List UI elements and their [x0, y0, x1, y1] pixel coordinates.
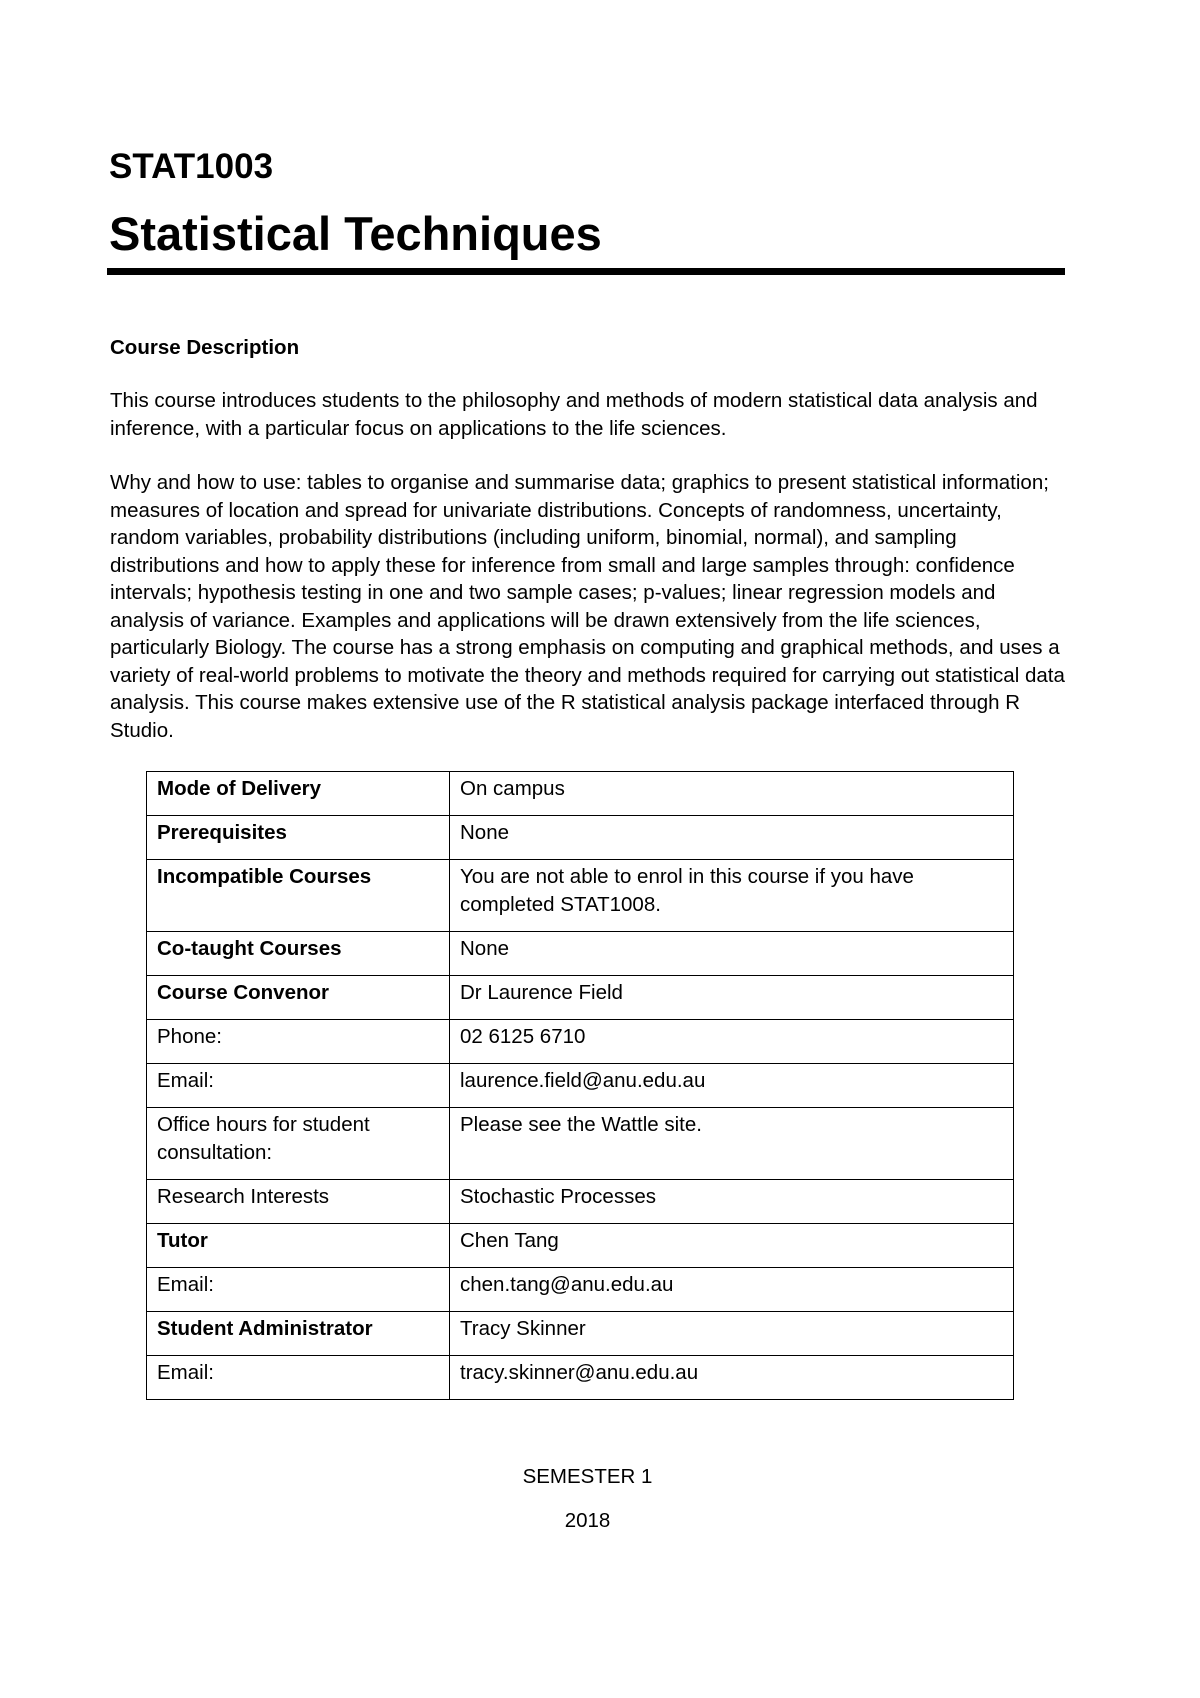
- row-label: Co-taught Courses: [147, 932, 450, 976]
- table-row: [147, 1268, 1014, 1312]
- row-value: You are not able to enrol in this course if you have completed STAT1008.: [450, 860, 1014, 932]
- table-row: [147, 976, 1014, 1020]
- row-value: Dr Laurence Field: [450, 976, 1014, 1020]
- row-value: tracy.skinner@anu.edu.au: [450, 1356, 1014, 1400]
- table-row: [147, 1020, 1014, 1064]
- row-label: Phone:: [147, 1020, 450, 1064]
- table-row: [147, 860, 1014, 932]
- row-value: 02 6125 6710: [450, 1020, 1014, 1064]
- row-value: Chen Tang: [450, 1224, 1014, 1268]
- table-row: [147, 772, 1014, 816]
- description-paragraph-2: Why and how to use: tables to organise and summarise data; graphics to present statistical information; measures of location and spread for univariate distributions. Concepts of randomness, uncertainty, random variables, probability distributions (including uniform, binomial, normal), and sampling distributions and how to apply these for inference from small and large samples through: confidence intervals; hypothesis testing in one and two sample cases; p-values; linear regression models and analysis of variance. Examples and applications will be drawn extensively from the life sciences, particularly Biology. The course has a strong emphasis on computing and graphical methods, and uses a variety of real-world problems to motivate the theory and methods required for carrying out statistical data analysis. This course makes extensive use of the R statistical analysis package interfaced through R Studio.: [110, 471, 1065, 742]
- course-code: STAT1003: [109, 147, 274, 186]
- table-row: [147, 1064, 1014, 1108]
- table-row: [147, 932, 1014, 976]
- row-value: Please see the Wattle site.: [450, 1108, 1014, 1180]
- table-row: [147, 1356, 1014, 1400]
- row-label: Tutor: [147, 1224, 450, 1268]
- title-divider: [107, 268, 1065, 275]
- year-label: 2018: [564, 1509, 611, 1532]
- semester-label: SEMESTER 1: [522, 1465, 653, 1488]
- row-label: Student Administrator: [147, 1312, 450, 1356]
- row-label: Prerequisites: [147, 816, 450, 860]
- row-value: laurence.field@anu.edu.au: [450, 1064, 1014, 1108]
- table-row: [147, 816, 1014, 860]
- row-value: None: [450, 816, 1014, 860]
- course-info-table: [146, 771, 1014, 1400]
- table-row: [147, 1224, 1014, 1268]
- row-label: Incompatible Courses: [147, 860, 450, 932]
- course-description-heading: Course Description: [110, 336, 300, 359]
- row-value: Stochastic Processes: [450, 1180, 1014, 1224]
- table-row: [147, 1312, 1014, 1356]
- row-label: Course Convenor: [147, 976, 450, 1020]
- row-label: Email:: [147, 1268, 450, 1312]
- row-label: Email:: [147, 1064, 450, 1108]
- row-label: Office hours for student consultation:: [147, 1108, 450, 1180]
- row-value: Tracy Skinner: [450, 1312, 1014, 1356]
- course-title: Statistical Techniques: [109, 207, 602, 260]
- description-paragraph-1: This course introduces students to the philosophy and methods of modern statistical data analysis and inference, with a particular focus on applications to the life sciences.: [110, 389, 1038, 440]
- row-label: Mode of Delivery: [147, 772, 450, 816]
- row-value: chen.tang@anu.edu.au: [450, 1268, 1014, 1312]
- row-label: Email:: [147, 1356, 450, 1400]
- table-row: [147, 1180, 1014, 1224]
- table-row: [147, 1108, 1014, 1180]
- row-value: None: [450, 932, 1014, 976]
- row-label: Research Interests: [147, 1180, 450, 1224]
- row-value: On campus: [450, 772, 1014, 816]
